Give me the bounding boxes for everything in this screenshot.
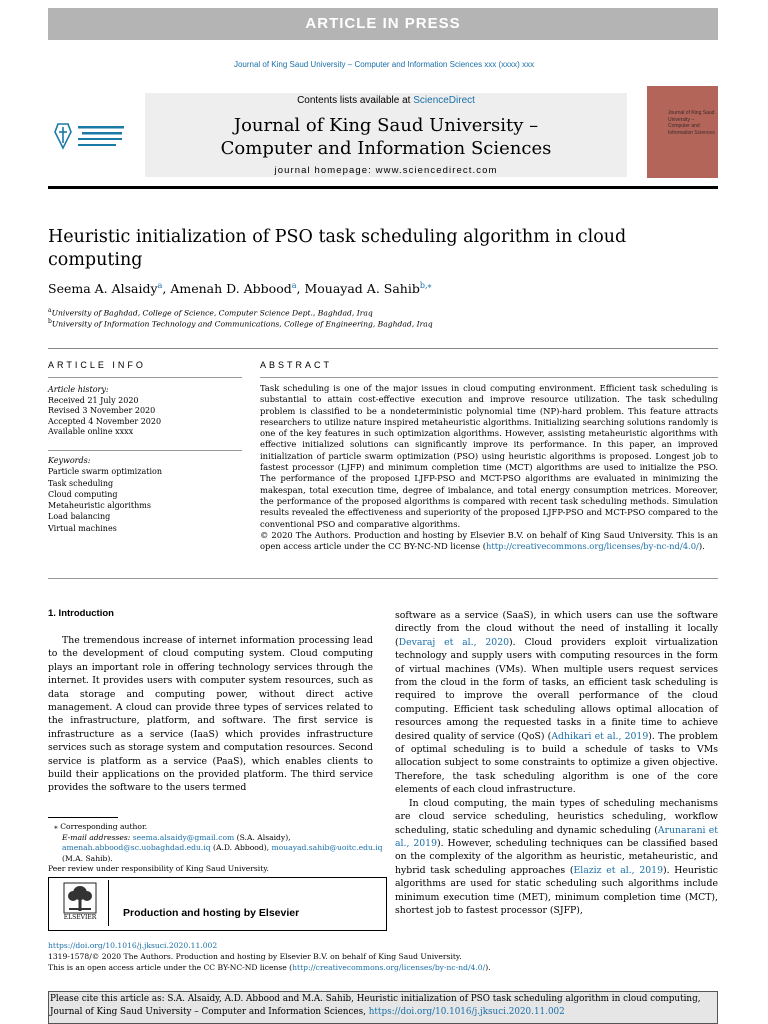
elsevier-wordmark: ELSEVIER [63, 914, 97, 921]
author-name: Mouayad A. Sahib [304, 281, 420, 297]
author-list [48, 281, 432, 296]
author-name: Seema A. Alsaidy [48, 281, 158, 297]
keywords-label: Keywords: [48, 456, 91, 465]
license-link[interactable]: http://creativecommons.org/licenses/by-nc-nd/4.0/ [292, 962, 486, 972]
article-in-press-banner: ARTICLE IN PRESS [48, 8, 718, 40]
journal-cover-text: Journal of King Saud University – Computer and Information Sciences [668, 110, 715, 136]
footnotes [48, 822, 383, 875]
author-separator: , [162, 281, 171, 297]
cite-this-article-text [50, 993, 718, 1019]
affiliation-mark[interactable]: a [291, 281, 297, 290]
cite-doi-link[interactable]: https://doi.org/10.1016/j.jksuci.2020.11.002 [368, 1007, 565, 1017]
sciencedirect-link[interactable]: ScienceDirect [413, 95, 475, 106]
paragraph-text: ). Heuristic algorithms are used for static scheduling such algorithms include minimum execution time (MET), minimum completion time (MCT), shortest job to fastest processor (SJFP), [395, 864, 718, 916]
keyword-item: Virtual machines [48, 523, 117, 533]
email-link[interactable]: mouayad.sahib@uoitc.edu.iq [271, 843, 383, 853]
copyright-end: ). [698, 541, 705, 552]
contents-available-line [145, 95, 627, 106]
doi-block [48, 941, 688, 973]
oa-prefix: This is an open access article under the CC BY-NC-ND license ( [48, 962, 293, 972]
footnote-rule [48, 817, 118, 818]
article-history [48, 385, 242, 438]
abstract-text: Task scheduling is one of the major issues in cloud computing environment. Efficient task scheduling is substantial to attain cost-effective execution and improve resource utilization. The task scheduling problem is classified to be a nondeterministic polynomial time (NP)-hard problem. This feature attracts researchers to utilize nature inspired metaheuristic algorithms. Initializing searching solutions randomly is one of the key features in such optimization algorithms. However, assisting metaheuristic algorithms with effective initialized solutions can significantly improve its performance. In this paper, an improved initialization of particle swarm optimization (PSO) using heuristic algorithms is proposed. Longest job to fastest processor (LJFP) and minimum completion time (MCT) algorithms are used to initialize the PSO. The performance of the proposed LJFP-PSO and MCT-PSO algorithms are evaluated in minimizing the makespan, total execution time, degree of imbalance, and total energy consumption metrices. Moreover, the performance of the proposed algorithms is compared with recent task scheduling methods. Simulation results revealed the effectiveness and superiority of the proposed LJFP-PSO and MCT-PSO compared to the conventional PSO and comparative algorithms. [260, 383, 718, 529]
keyword-item: Cloud computing [48, 489, 118, 499]
history-item: Accepted 4 November 2020 [48, 416, 162, 426]
paragraph-text: software as a service (SaaS), in which users can use the software directly from the cloud without the need of installing it locally ( [395, 610, 718, 648]
intro-paragraph-left: The tremendous increase of internet information processing lead to the development of cloud computing system. Cloud computing plays an important role in offering technology services through the internet. It provides users with computer system resources, such as data storage and computing power, without direct active management. A cloud can provide three types of services related to the infrastructure, platform, and software. The first service is infrastructure as a service (IaaS) which provides infrastructure services such as storage system and computation resources. Second service is platform as a service (PaaS), which enables clients to build their applications on the provided platform. The third service provides the software to the users termed [48, 635, 373, 794]
journal-title-line-2: Computer and Information Sciences [220, 138, 552, 159]
keyword-item: Particle swarm optimization [48, 467, 162, 477]
corresponding-author-note: ⁎ Corresponding author. [54, 822, 148, 831]
history-item: Received 21 July 2020 [48, 395, 139, 405]
citation-link[interactable]: Arunarani et al., 2019 [395, 824, 718, 849]
journal-title-line-1: Journal of King Saud University – [233, 115, 539, 136]
affiliation [48, 318, 433, 329]
email-owner: (M.A. Sahib). [62, 853, 113, 863]
ksu-logo [48, 118, 130, 154]
journal-title [145, 114, 627, 160]
abstract-copyright [260, 530, 718, 553]
header-rule [48, 186, 718, 189]
abstract-body [260, 383, 718, 552]
email-owner: (S.A. Alsaidy), [234, 832, 291, 842]
keywords [48, 455, 242, 534]
license-link[interactable]: http://creativecommons.org/licenses/by-nc-nd/4.0/ [485, 541, 699, 552]
email-owner: (A.D. Abbood), [210, 843, 272, 853]
paragraph-text: In cloud computing, the main types of scheduling mechanisms are cloud service scheduling, heuristics scheduling, workflow scheduling, static scheduling and dynamic scheduling ( [395, 797, 718, 836]
author-name: Amenah D. Abbood [170, 281, 292, 297]
paragraph-text: ). Cloud providers exploit virtualization technology and supply users with computing resources in the form of virtual machines (VMs). When multiple users request services from the cloud in the form of tasks, an efficient task scheduling is required to improve the overall performance of the cloud computing. Efficient task scheduling allows optimal allocation of resources among the requested tasks in a finite time to achieve desired quality of service (QoS) ( [395, 636, 718, 742]
citation-link[interactable]: Elaziz et al., 2019 [573, 864, 663, 876]
article-info-heading: ARTICLE INFO [48, 360, 146, 370]
history-item: Revised 3 November 2020 [48, 406, 156, 416]
elsevier-production-text: Production and hosting by Elsevier [123, 907, 300, 919]
keyword-item: Load balancing [48, 512, 111, 522]
copyright-text: © 2020 The Authors. Production and hosting by Elsevier B.V. on behalf of King Saud University. This is an open access article under the CC BY-NC-ND license ( [260, 529, 718, 552]
keyword-item: Metaheuristic algorithms [48, 501, 151, 511]
contents-prefix: Contents lists available at [297, 95, 414, 106]
intro-paragraph [395, 797, 718, 918]
doi-link[interactable]: https://doi.org/10.1016/j.jksuci.2020.11.002 [48, 941, 218, 950]
email-link[interactable]: amenah.abbood@sc.uobaghdad.edu.iq [62, 843, 211, 853]
email-link[interactable]: seema.alsaidy@gmail.com [132, 832, 235, 842]
affiliation-mark: b [48, 318, 52, 325]
journal-citation-link[interactable]: Journal of King Saud University – Computer and Information Sciences xxx (xxxx) xxx [233, 60, 535, 69]
paragraph-text: ). The problem of optimal scheduling is to build a schedule of tasks to VMs allocation subject to some constraints to optimize a given objective. Therefore, the task scheduling algorithm is one of the core elements of each cloud infrastructure. [395, 730, 718, 796]
article-info-rule [48, 377, 242, 378]
abstract-bottom-rule [48, 578, 718, 579]
elsevier-tree-logo [60, 881, 100, 925]
intro-column-right [395, 609, 718, 917]
introduction-heading: 1. Introduction [48, 608, 114, 619]
issn-line: 1319-1578/© 2020 The Authors. Production and hosting by Elsevier B.V. on behalf of King Saud University. [48, 951, 462, 961]
affiliation-text: University of Baghdad, College of Science, Computer Science Dept., Baghdad, Iraq [51, 308, 373, 318]
article-title: Heuristic initialization of PSO task scheduling algorithm in cloud computing [48, 227, 627, 270]
affiliation-mark: a [48, 307, 52, 314]
affiliation-mark[interactable]: a [157, 281, 163, 290]
intro-paragraph [395, 609, 718, 797]
history-label: Article history: [48, 385, 109, 394]
peer-review-note: Peer review under responsibility of King Saud University. [48, 864, 269, 874]
journal-homepage[interactable]: journal homepage: www.sciencedirect.com [274, 165, 498, 176]
cite-text: Please cite this article as: S.A. Alsaidy, A.D. Abbood and M.A. Sahib, Heuristic initialization of PSO task scheduling algorithm in cloud computing, Journal of King Saud University – Computer and Information Sciences, [50, 994, 701, 1017]
oa-end: ). [485, 962, 491, 972]
open-access-line [48, 963, 688, 974]
citation-link[interactable]: Adhikari et al., 2019 [551, 730, 649, 742]
email-addresses [48, 833, 383, 865]
author-separator: , [296, 281, 305, 297]
elsevier-divider [108, 880, 109, 926]
affiliation [48, 307, 373, 318]
abstract-heading: ABSTRACT [260, 360, 333, 370]
section-rule [48, 348, 718, 349]
abstract-rule [260, 377, 718, 378]
paragraph-text: ). However, scheduling techniques can be classified based on the complexity of the algorithm as heuristic, metaheuristic, and hybrid task scheduling approaches ( [395, 837, 719, 876]
affiliation-text: University of Information Technology and Communications, College of Engineering, Baghdad, Iraq [51, 319, 433, 329]
keywords-rule [48, 450, 242, 451]
affiliation-mark[interactable]: b,⁎ [419, 281, 432, 290]
keyword-item: Task scheduling [48, 478, 114, 488]
email-label: E-mail addresses: [62, 832, 133, 842]
history-item: Available online xxxx [48, 427, 134, 437]
citation-link[interactable]: Devaraj et al., 2020 [398, 636, 510, 648]
